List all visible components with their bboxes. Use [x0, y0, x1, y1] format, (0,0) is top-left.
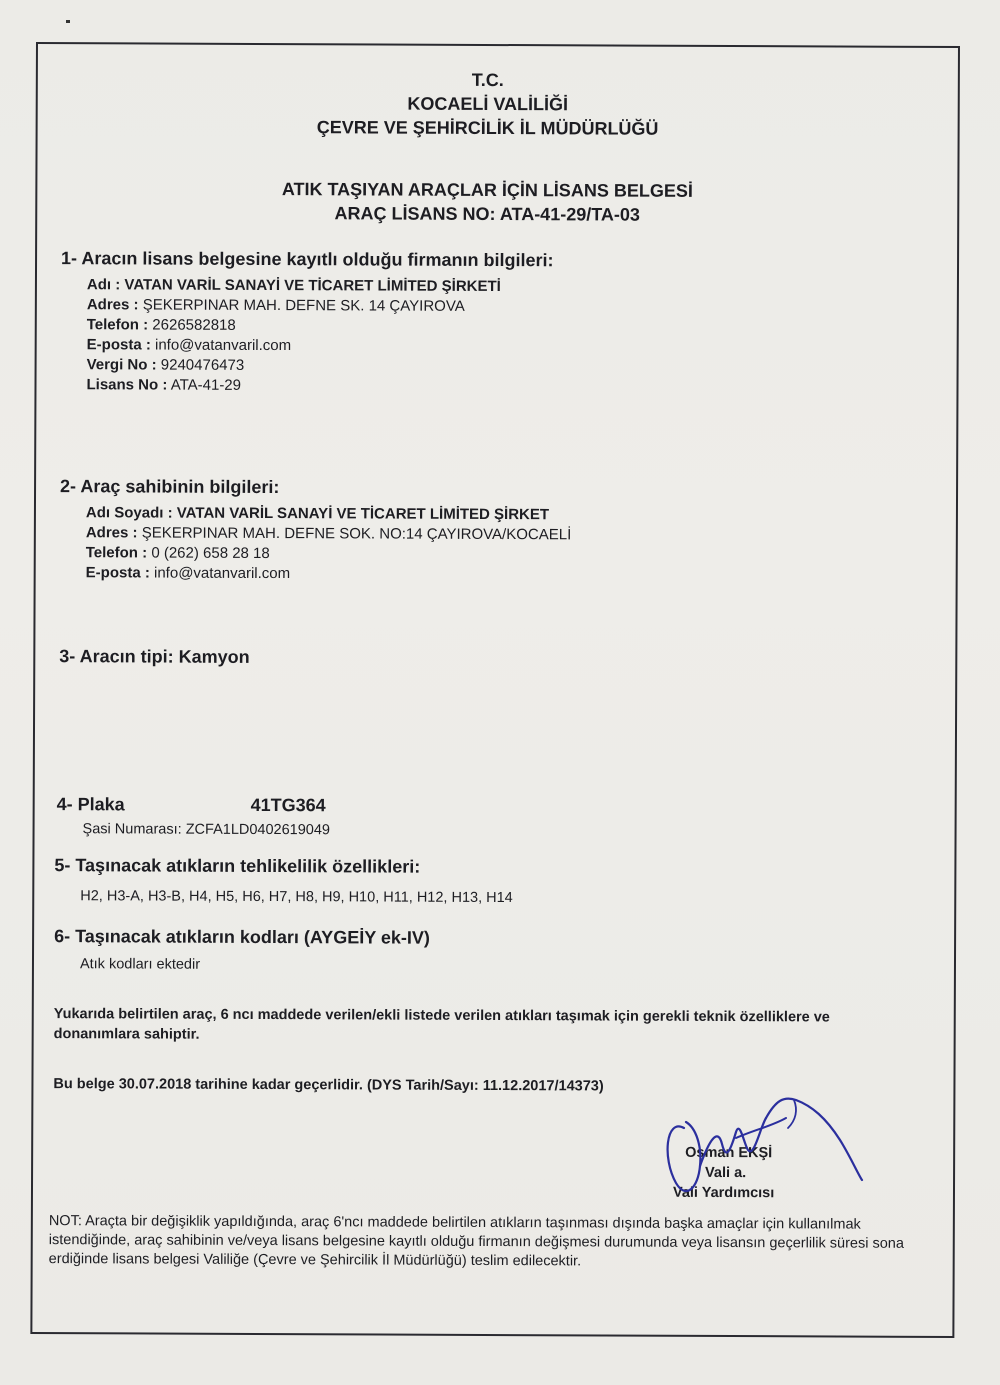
- return-note: NOT: Araçta bir değişiklik yapıldığında, araç 6'ncı maddede belirtilen atıkların taşınması dışında başka amaçlar için kullanılmak istendiğinde, araç sahibinin ve/veya lisans belgesine kayıtlı olduğu firmanın değişmesi durumunda veya lisansın geçerlilik süresi sona erdiğinde lisans belgesi Valiliğe (Çevre ve Şehircilik İl Müdürlüğü) teslim edilecektir.: [48, 1213, 904, 1270]
- owner-email-value: info@vatanvaril.com: [153, 564, 291, 583]
- firm-address-label: Adres :: [86, 296, 139, 314]
- header-governorship: KOCAELİ VALİLİĞİ: [407, 93, 569, 115]
- firm-address-row: [87, 296, 465, 315]
- firm-license-row: [86, 376, 241, 394]
- handwritten-signature: [626, 1048, 876, 1208]
- owner-address-label: Adres :: [85, 524, 138, 542]
- firm-phone-row: [87, 316, 236, 334]
- firm-license-value: ATA-41-29: [170, 376, 242, 394]
- firm-address-value: ŞEKERPINAR MAH. DEFNE SK. 14 ÇAYIROVA: [142, 296, 465, 315]
- firm-name-value: VATAN VARİL SANAYİ VE TİCARET LİMİTED ŞİRKETİ: [124, 276, 501, 296]
- compliance-statement: Yukarıda belirtilen araç, 6 ncı maddede verilen/ekli listede verilen atıkları taşımak için gerekli teknik özelliklere ve donanımlara sahiptir.: [53, 1006, 830, 1043]
- chassis-value: ZCFA1LD0402619049: [185, 821, 331, 839]
- firm-email-row: [87, 336, 292, 354]
- firm-tax-value: 9240476473: [160, 356, 245, 374]
- owner-name-label: Adı Soyadı :: [85, 504, 173, 522]
- owner-email-row: [86, 564, 291, 582]
- license-number-title: ARAÇ LİSANS NO: ATA-41-29/TA-03: [334, 203, 640, 225]
- firm-phone-value: 2626582818: [152, 316, 236, 334]
- signatory-name: Osman EKŞİ: [685, 1144, 773, 1162]
- header-tc: T.C.: [471, 69, 504, 91]
- owner-name-value: VATAN VARİL SANAYİ VE TİCARET LİMİTED ŞİRKET: [176, 504, 550, 524]
- section3-heading: 3- Aracın tipi: Kamyon: [59, 646, 250, 667]
- firm-name-row: [87, 276, 501, 295]
- owner-phone-label: Telefon :: [85, 544, 148, 562]
- firm-tax-label: Vergi No :: [86, 356, 157, 374]
- section5-heading: 5- Taşınacak atıkların tehlikelilik özellikleri:: [54, 855, 421, 877]
- owner-address-value: ŞEKERPINAR MAH. DEFNE SOK. NO:14 ÇAYIROVA/KOCAELİ: [141, 524, 572, 544]
- owner-email-label: E-posta :: [85, 564, 150, 582]
- section1-heading: 1- Aracın lisans belgesine kayıtlı olduğu firmanın bilgileri:: [61, 248, 554, 271]
- signatory-title2: Vali Yardımcısı: [672, 1184, 775, 1202]
- section2-heading: 2- Araç sahibinin bilgileri:: [60, 476, 280, 498]
- owner-phone-row: [86, 544, 270, 562]
- signatory-title1: Vali a.: [705, 1164, 747, 1182]
- firm-tax-row: [87, 356, 245, 374]
- chassis-row: [83, 821, 331, 838]
- owner-phone-value: 0 (262) 658 28 18: [151, 544, 270, 563]
- section4-heading: 4- Plaka: [56, 794, 125, 815]
- validity-statement: Bu belge 30.07.2018 tarihine kadar geçerlidir. (DYS Tarih/Sayı: 11.12.2017/14373): [53, 1076, 604, 1095]
- firm-email-value: info@vatanvaril.com: [154, 336, 292, 355]
- firm-phone-label: Telefon :: [86, 316, 149, 334]
- section6-heading: 6- Taşınacak atıkların kodları (AYGEİY ek-IV): [54, 926, 430, 948]
- plate-number: 41TG364: [250, 794, 326, 816]
- speck: [66, 20, 70, 23]
- firm-license-label: Lisans No :: [86, 376, 168, 394]
- document-title: ATIK TAŞIYAN ARAÇLAR İÇİN LİSANS BELGESİ: [281, 179, 693, 201]
- waste-codes-note: Atık kodları ektedir: [79, 956, 201, 973]
- firm-email-label: E-posta :: [86, 336, 151, 354]
- owner-name-row: [86, 504, 549, 523]
- firm-name-label: Adı :: [86, 276, 121, 294]
- header-directorate: ÇEVRE VE ŞEHİRCİLİK İL MÜDÜRLÜĞÜ: [316, 117, 659, 139]
- hazard-properties: H2, H3-A, H3-B, H4, H5, H6, H7, H8, H9, H10, H11, H12, H13, H14: [80, 888, 513, 907]
- chassis-label: Şasi Numarası:: [82, 821, 182, 838]
- owner-address-row: [86, 524, 571, 543]
